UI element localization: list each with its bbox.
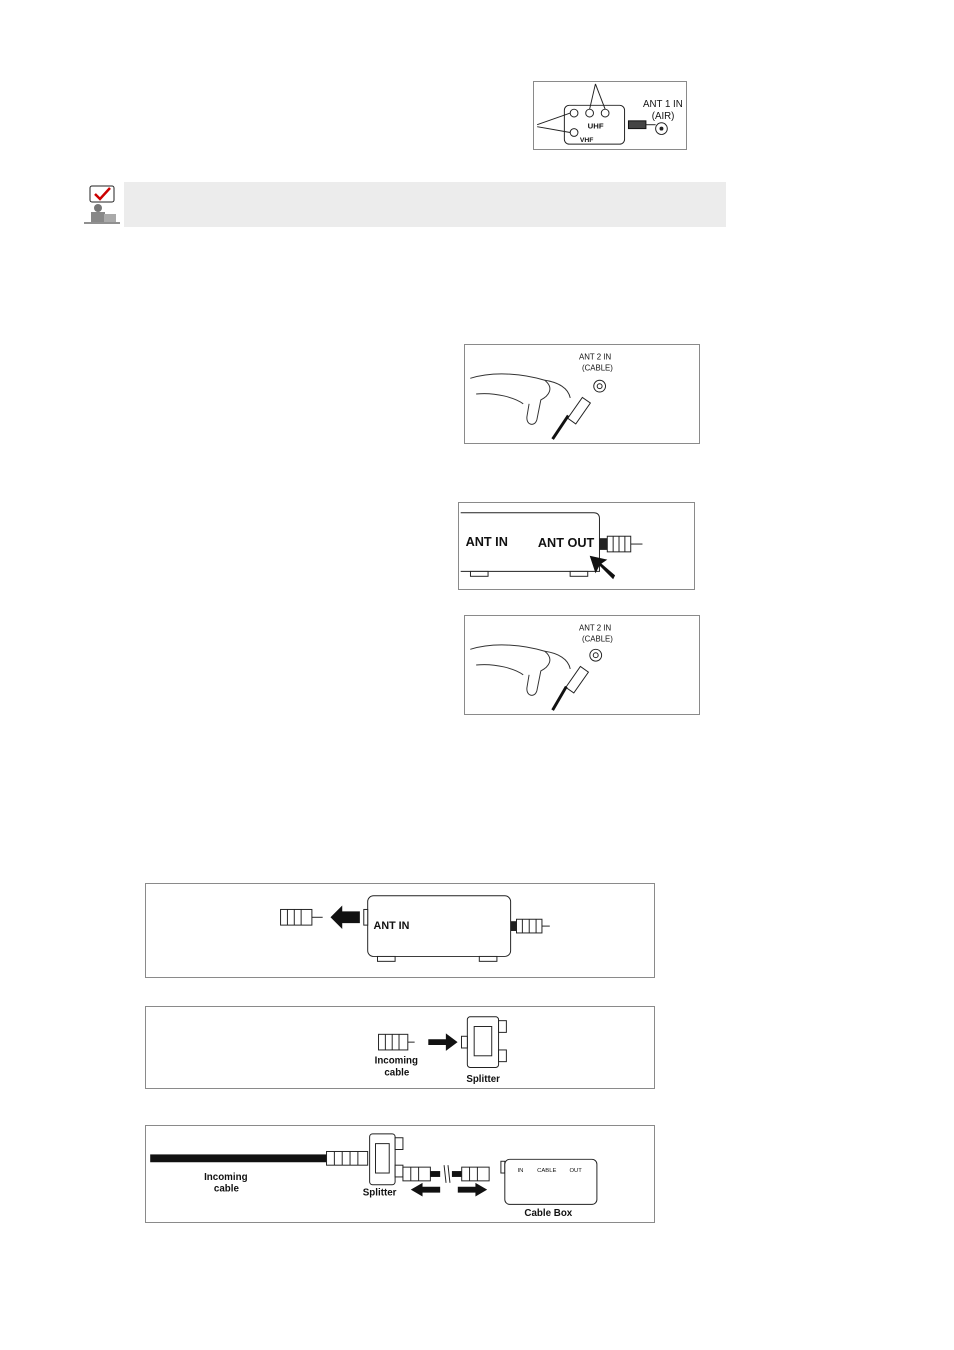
splitter-label-2: Splitter bbox=[362, 1187, 397, 1199]
ant-in-label: ANT IN bbox=[465, 535, 508, 549]
splitter-connect-diagram bbox=[146, 1007, 654, 1088]
figure-ant2-cable-top bbox=[464, 344, 700, 444]
cable-label-2: cable bbox=[213, 1183, 239, 1195]
port-cable-label: CABLE bbox=[537, 1168, 557, 1175]
ant-out-diagram bbox=[459, 503, 694, 589]
ant2-diagram-bottom bbox=[465, 616, 699, 714]
figure-ant1-air bbox=[533, 81, 687, 150]
cable-label: cable bbox=[384, 1067, 410, 1079]
note-checkmark-icon bbox=[82, 184, 122, 224]
ant1-diagram bbox=[534, 82, 686, 149]
splitter-label: Splitter bbox=[466, 1074, 500, 1086]
ant-in-label-box: ANT IN bbox=[373, 920, 410, 933]
ant1-in-label: ANT 1 IN bbox=[643, 99, 683, 111]
figure-ant2-cable-bottom bbox=[464, 615, 700, 715]
ant2-in-label: ANT 2 IN bbox=[579, 352, 612, 362]
ant2-cable-label-2: (CABLE) bbox=[582, 634, 613, 644]
incoming-label: Incoming bbox=[374, 1055, 418, 1067]
splitter-cable-box-diagram bbox=[146, 1126, 654, 1222]
ant2-diagram-top bbox=[465, 345, 699, 443]
ant-in-diagram bbox=[146, 884, 654, 977]
figure-ant-in-box bbox=[145, 883, 655, 978]
port-in-label: IN bbox=[517, 1168, 524, 1175]
ant-out-label: ANT OUT bbox=[537, 535, 595, 550]
port-out-label: OUT bbox=[569, 1168, 582, 1175]
cable-box-label: Cable Box bbox=[524, 1208, 573, 1220]
ant1-air-label: (AIR) bbox=[651, 110, 675, 122]
incoming-label-2: Incoming bbox=[204, 1171, 248, 1183]
note-bar bbox=[124, 182, 726, 227]
figure-ant-out-box bbox=[458, 502, 695, 590]
uhf-label: UHF bbox=[587, 121, 604, 131]
figure-splitter-cable-box bbox=[145, 1125, 655, 1223]
figure-splitter-connect bbox=[145, 1006, 655, 1089]
ant2-in-label-2: ANT 2 IN bbox=[579, 623, 612, 633]
ant2-cable-label: (CABLE) bbox=[582, 363, 613, 373]
vhf-label: VHF bbox=[579, 137, 594, 145]
